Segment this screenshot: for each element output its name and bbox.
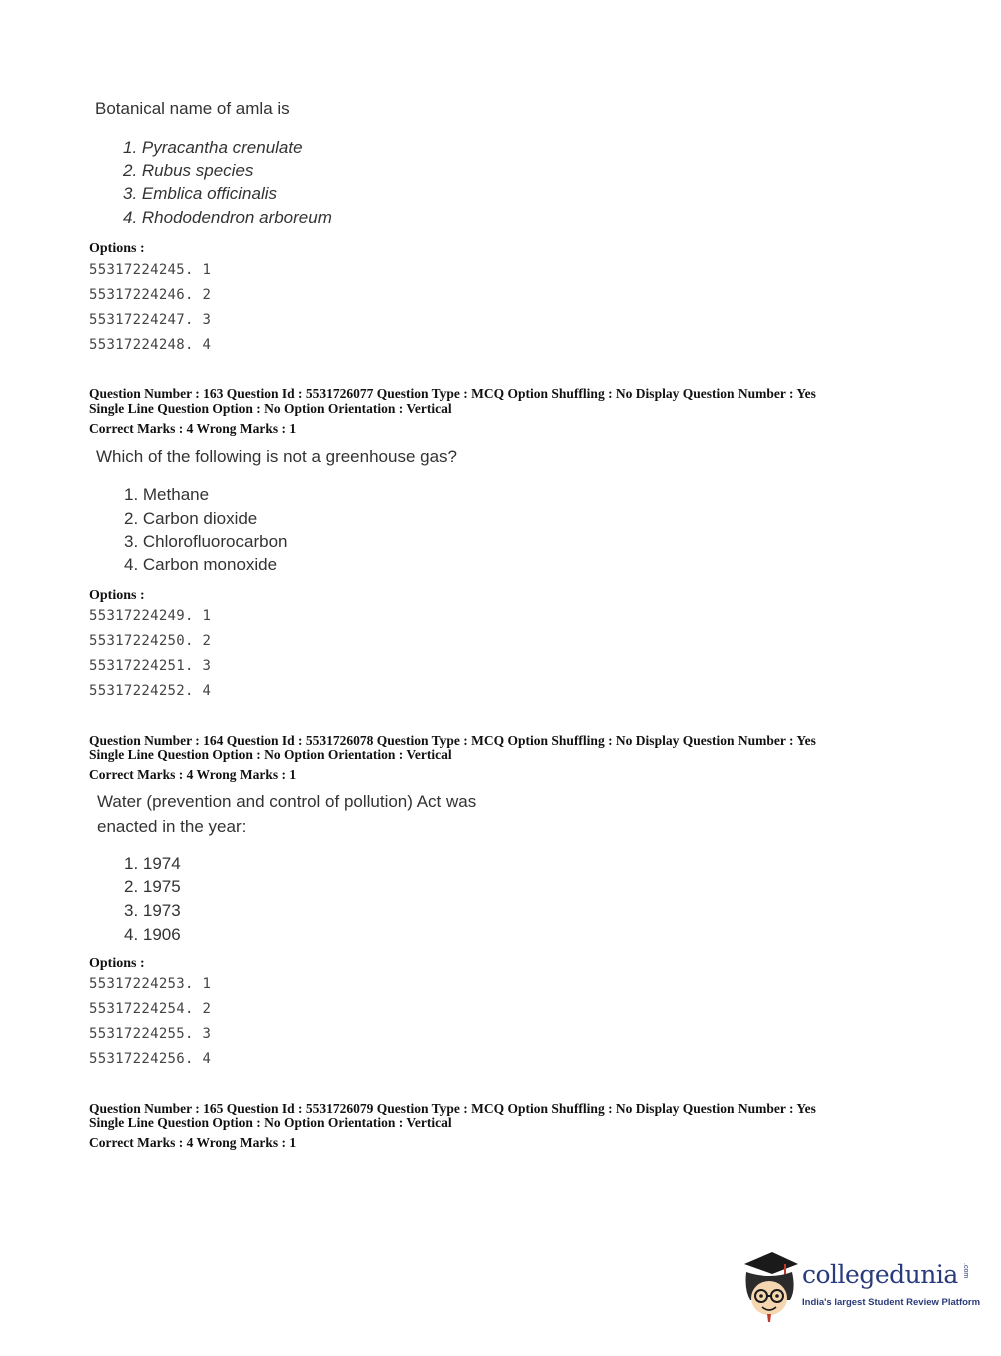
logo-tagline: India's largest Student Review Platform bbox=[802, 1297, 981, 1308]
option-id: 55317224250. 2 bbox=[89, 633, 212, 649]
choice-item: 2. Rubus species bbox=[123, 161, 254, 180]
option-id: 55317224249. 1 bbox=[89, 608, 212, 624]
mascot-icon bbox=[740, 1250, 800, 1322]
options-label: Options : bbox=[89, 588, 145, 603]
logo-com: .com bbox=[962, 1263, 969, 1279]
choice-item: 4. 1906 bbox=[124, 925, 181, 944]
question-meta: Single Line Question Option : No Option Orientation : Vertical bbox=[89, 1115, 452, 1130]
option-id: 55317224252. 4 bbox=[89, 683, 212, 699]
question-text: Which of the following is not a greenhouse gas? bbox=[96, 447, 458, 466]
option-id: 55317224253. 1 bbox=[89, 976, 212, 992]
question-meta: Single Line Question Option : No Option Orientation : Vertical bbox=[89, 747, 452, 762]
option-id: 55317224254. 2 bbox=[89, 1001, 212, 1017]
logo-wordmark: collegedunia bbox=[802, 1260, 958, 1289]
question-text: Water (prevention and control of pollution) Act was bbox=[97, 792, 477, 811]
choice-item: 1. Methane bbox=[124, 485, 210, 504]
choice-item: 3. Chlorofluorocarbon bbox=[124, 532, 288, 551]
choice-item: 1. Pyracantha crenulate bbox=[123, 138, 303, 157]
option-id: 55317224251. 3 bbox=[89, 658, 212, 674]
marks-info: Correct Marks : 4 Wrong Marks : 1 bbox=[89, 767, 297, 782]
choice-item: 2. Carbon dioxide bbox=[124, 509, 258, 528]
choice-item: 1. 1974 bbox=[124, 854, 181, 873]
option-id: 55317224247. 3 bbox=[89, 312, 212, 328]
question-meta: Question Number : 164 Question Id : 5531726078 Question Type : MCQ Option Shuffling : No Display Question Number : Yes bbox=[89, 733, 816, 748]
choice-item: 3. 1973 bbox=[124, 901, 181, 920]
question-meta: Single Line Question Option : No Option Orientation : Vertical bbox=[89, 401, 452, 416]
options-label: Options : bbox=[89, 956, 145, 971]
question-text: enacted in the year: bbox=[97, 817, 247, 836]
marks-info: Correct Marks : 4 Wrong Marks : 1 bbox=[89, 421, 297, 436]
option-id: 55317224246. 2 bbox=[89, 287, 212, 303]
options-label: Options : bbox=[89, 241, 145, 256]
option-id: 55317224256. 4 bbox=[89, 1051, 212, 1067]
question-meta: Question Number : 165 Question Id : 5531726079 Question Type : MCQ Option Shuffling : No Display Question Number : Yes bbox=[89, 1101, 816, 1116]
question-meta: Question Number : 163 Question Id : 5531726077 Question Type : MCQ Option Shuffling : No Display Question Number : Yes bbox=[89, 386, 816, 401]
choice-item: 4. Rhododendron arboreum bbox=[123, 208, 332, 227]
marks-info: Correct Marks : 4 Wrong Marks : 1 bbox=[89, 1135, 297, 1150]
option-id: 55317224245. 1 bbox=[89, 262, 212, 278]
choice-item: 4. Carbon monoxide bbox=[124, 555, 278, 574]
choice-item: 3. Emblica officinalis bbox=[123, 184, 278, 203]
collegedunia-logo bbox=[740, 1250, 981, 1322]
question-text: Botanical name of amla is bbox=[95, 99, 290, 118]
choice-item: 2. 1975 bbox=[124, 877, 181, 896]
option-id: 55317224255. 3 bbox=[89, 1026, 212, 1042]
option-id: 55317224248. 4 bbox=[89, 337, 212, 353]
